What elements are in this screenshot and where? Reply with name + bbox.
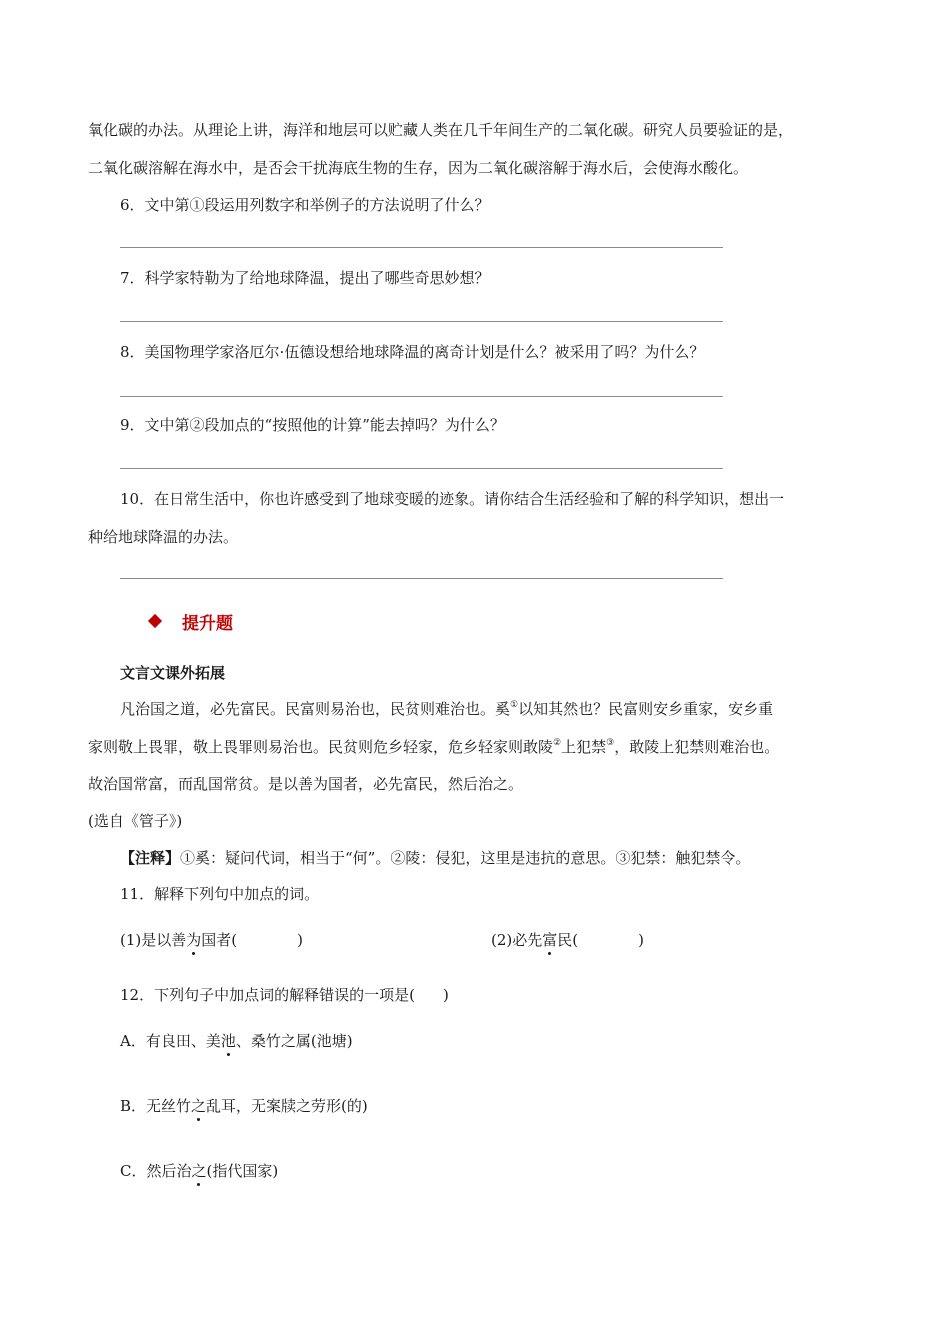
answer-line-9[interactable] bbox=[120, 468, 723, 469]
option-b: B．无丝竹之乱耳，无案牍之劳形(的) bbox=[120, 1097, 368, 1115]
question-8: 8．美国物理学家洛厄尔·伍德设想给地球降温的离奇计划是什么？被采用了吗？为什么？ bbox=[120, 343, 705, 361]
question-6: 6．文中第①段运用列数字和举例子的方法说明了什么？ bbox=[120, 196, 490, 214]
source-citation: (选自《管子》) bbox=[88, 812, 183, 830]
question-11: 11．解释下列句中加点的词。 bbox=[120, 885, 320, 903]
option-a: A．有良田、美池、桑竹之属(池塘) bbox=[120, 1032, 353, 1050]
passage-line: 氧化碳的办法。从理论上讲，海洋和地层可以贮藏人类在几千年间生产的二氧化碳。研究人员要验证的是， bbox=[88, 121, 794, 139]
dotted-word: 为 bbox=[186, 931, 202, 949]
answer-line-8[interactable] bbox=[120, 396, 723, 397]
dotted-word: 之 bbox=[191, 1162, 207, 1180]
answer-line-10[interactable] bbox=[120, 578, 723, 579]
dotted-word: 之 bbox=[191, 1097, 207, 1115]
answer-line-6[interactable] bbox=[120, 247, 723, 248]
option-c: C．然后治之(指代国家) bbox=[120, 1162, 279, 1180]
footnote-marker: ① bbox=[510, 700, 519, 710]
annotation-text: ①奚：疑问代词，相当于“何”。②陵：侵犯，这里是违抗的意思。③犯禁：触犯禁令。 bbox=[180, 849, 751, 867]
section-heading bbox=[150, 610, 233, 632]
classical-line: 故治国常富，而乱国常贫。是以善为国者，必先富民，然后治之。 bbox=[88, 775, 524, 793]
question-12: 12．下列句子中加点词的解释错误的一项是( ) bbox=[120, 986, 449, 1004]
question-11-item-2: (2)必先富民( ) bbox=[491, 931, 644, 949]
question-10-line: 10．在日常生活中，你也许感受到了地球变暖的迹象。请你结合生活经验和了解的科学知识，想出一 bbox=[120, 490, 785, 508]
question-10-line: 种给地球降温的办法。 bbox=[88, 528, 239, 546]
classical-line: 凡治国之道，必先富民。民富则易治也，民贫则难治也。奚①以知其然也？民富则安乡重家，安乡重 bbox=[120, 700, 774, 718]
annotation-label: 【注释】 bbox=[120, 849, 181, 867]
answer-line-7[interactable] bbox=[120, 321, 723, 322]
question-7: 7．科学家特勒为了给地球降温，提出了哪些奇思妙想？ bbox=[120, 269, 490, 287]
diamond-bullet-icon bbox=[148, 614, 162, 628]
footnote-marker: ③ bbox=[606, 738, 615, 748]
section-title: 提升题 bbox=[182, 613, 233, 634]
classical-line: 家则敬上畏罪，敬上畏罪则易治也。民贫则危乡轻家，危乡轻家则敢陵②上犯禁③，敢陵上犯禁则难治也。 bbox=[88, 738, 780, 756]
question-9: 9．文中第②段加点的“按照他的计算”能去掉吗？为什么？ bbox=[120, 416, 505, 434]
dotted-word: 池 bbox=[220, 1032, 236, 1050]
passage-line: 二氧化碳溶解在海水中，是否会干扰海底生物的生存，因为二氧化碳溶解于海水后，会使海水酸化。 bbox=[88, 159, 749, 177]
question-11-item-1: (1)是以善为国者( ) bbox=[120, 931, 303, 949]
subsection-title: 文言文课外拓展 bbox=[120, 664, 226, 682]
annotation bbox=[120, 848, 750, 868]
dotted-word: 富 bbox=[542, 931, 558, 949]
footnote-marker: ② bbox=[553, 738, 562, 748]
